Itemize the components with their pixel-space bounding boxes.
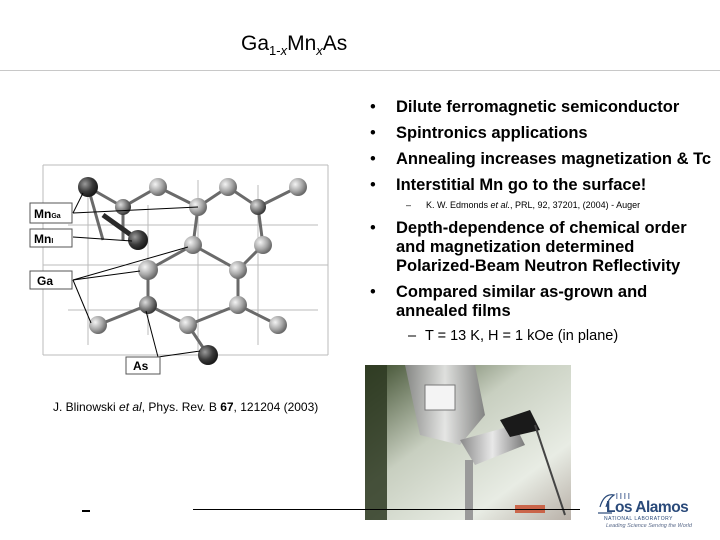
bullet-list: [370, 98, 715, 345]
bullet-item: • Depth-dependence of chemical order and magnetization determined Polarized-Beam Neutron Reflectivity: [370, 219, 687, 275]
ga-atom: [138, 260, 158, 280]
ga-atom: [184, 236, 202, 254]
mn-ga-atom: [78, 177, 98, 197]
ga-atom: [229, 296, 247, 314]
bullet-item: • Spintronics applications: [370, 124, 588, 142]
as-atom: [115, 199, 131, 215]
conditions-line: – T = 13 K, H = 1 kOe (in plane): [408, 328, 619, 344]
logo-tagline: Leading Science Serving the World: [606, 523, 692, 529]
mn-i-atom: [128, 230, 148, 250]
reference-line: – K. W. Edmonds et al., PRL, 92, 37201, (2004) - Auger: [406, 200, 641, 210]
ga-atom: [179, 316, 197, 334]
ga-atom: [269, 316, 287, 334]
ga-atom: [149, 178, 167, 196]
logo-subtitle: NATIONAL LABORATORY: [604, 516, 673, 522]
svg-text:Ga: Ga: [37, 274, 54, 288]
sample-photo: [365, 365, 571, 520]
footer-rule: [193, 509, 580, 510]
as-atom: [250, 199, 266, 215]
crystal-structure-figure: [28, 145, 346, 377]
ga-atom: [229, 261, 247, 279]
footer-dash: [82, 510, 90, 512]
svg-text:MnI: MnI: [34, 232, 54, 246]
ga-atom: [254, 236, 272, 254]
bullet-item: • Compared similar as-grown and annealed films: [370, 283, 648, 320]
ga-atom: [219, 178, 237, 196]
svg-text:As: As: [133, 359, 149, 373]
ga-atom: [289, 178, 307, 196]
bullet-item: • Dilute ferromagnetic semiconductor: [370, 98, 680, 116]
logo-wordmark: Los Alamos: [606, 499, 689, 516]
slide-title: $Ga_{1-x}Mn_xAs$: [241, 32, 348, 58]
ga-atom: [89, 316, 107, 334]
title-divider: [0, 70, 720, 71]
as-atom: [139, 296, 157, 314]
svg-text:MnGa: MnGa: [34, 207, 61, 221]
figure-caption: J. Blinowski et al, Phys. Rev. B 67, 121204 (2003): [53, 400, 319, 414]
bullet-item: • Interstitial Mn go to the surface!: [370, 176, 647, 194]
bullet-item: • Annealing increases magnetization & Tc: [370, 150, 712, 168]
mn-ga-atom: [198, 345, 218, 365]
